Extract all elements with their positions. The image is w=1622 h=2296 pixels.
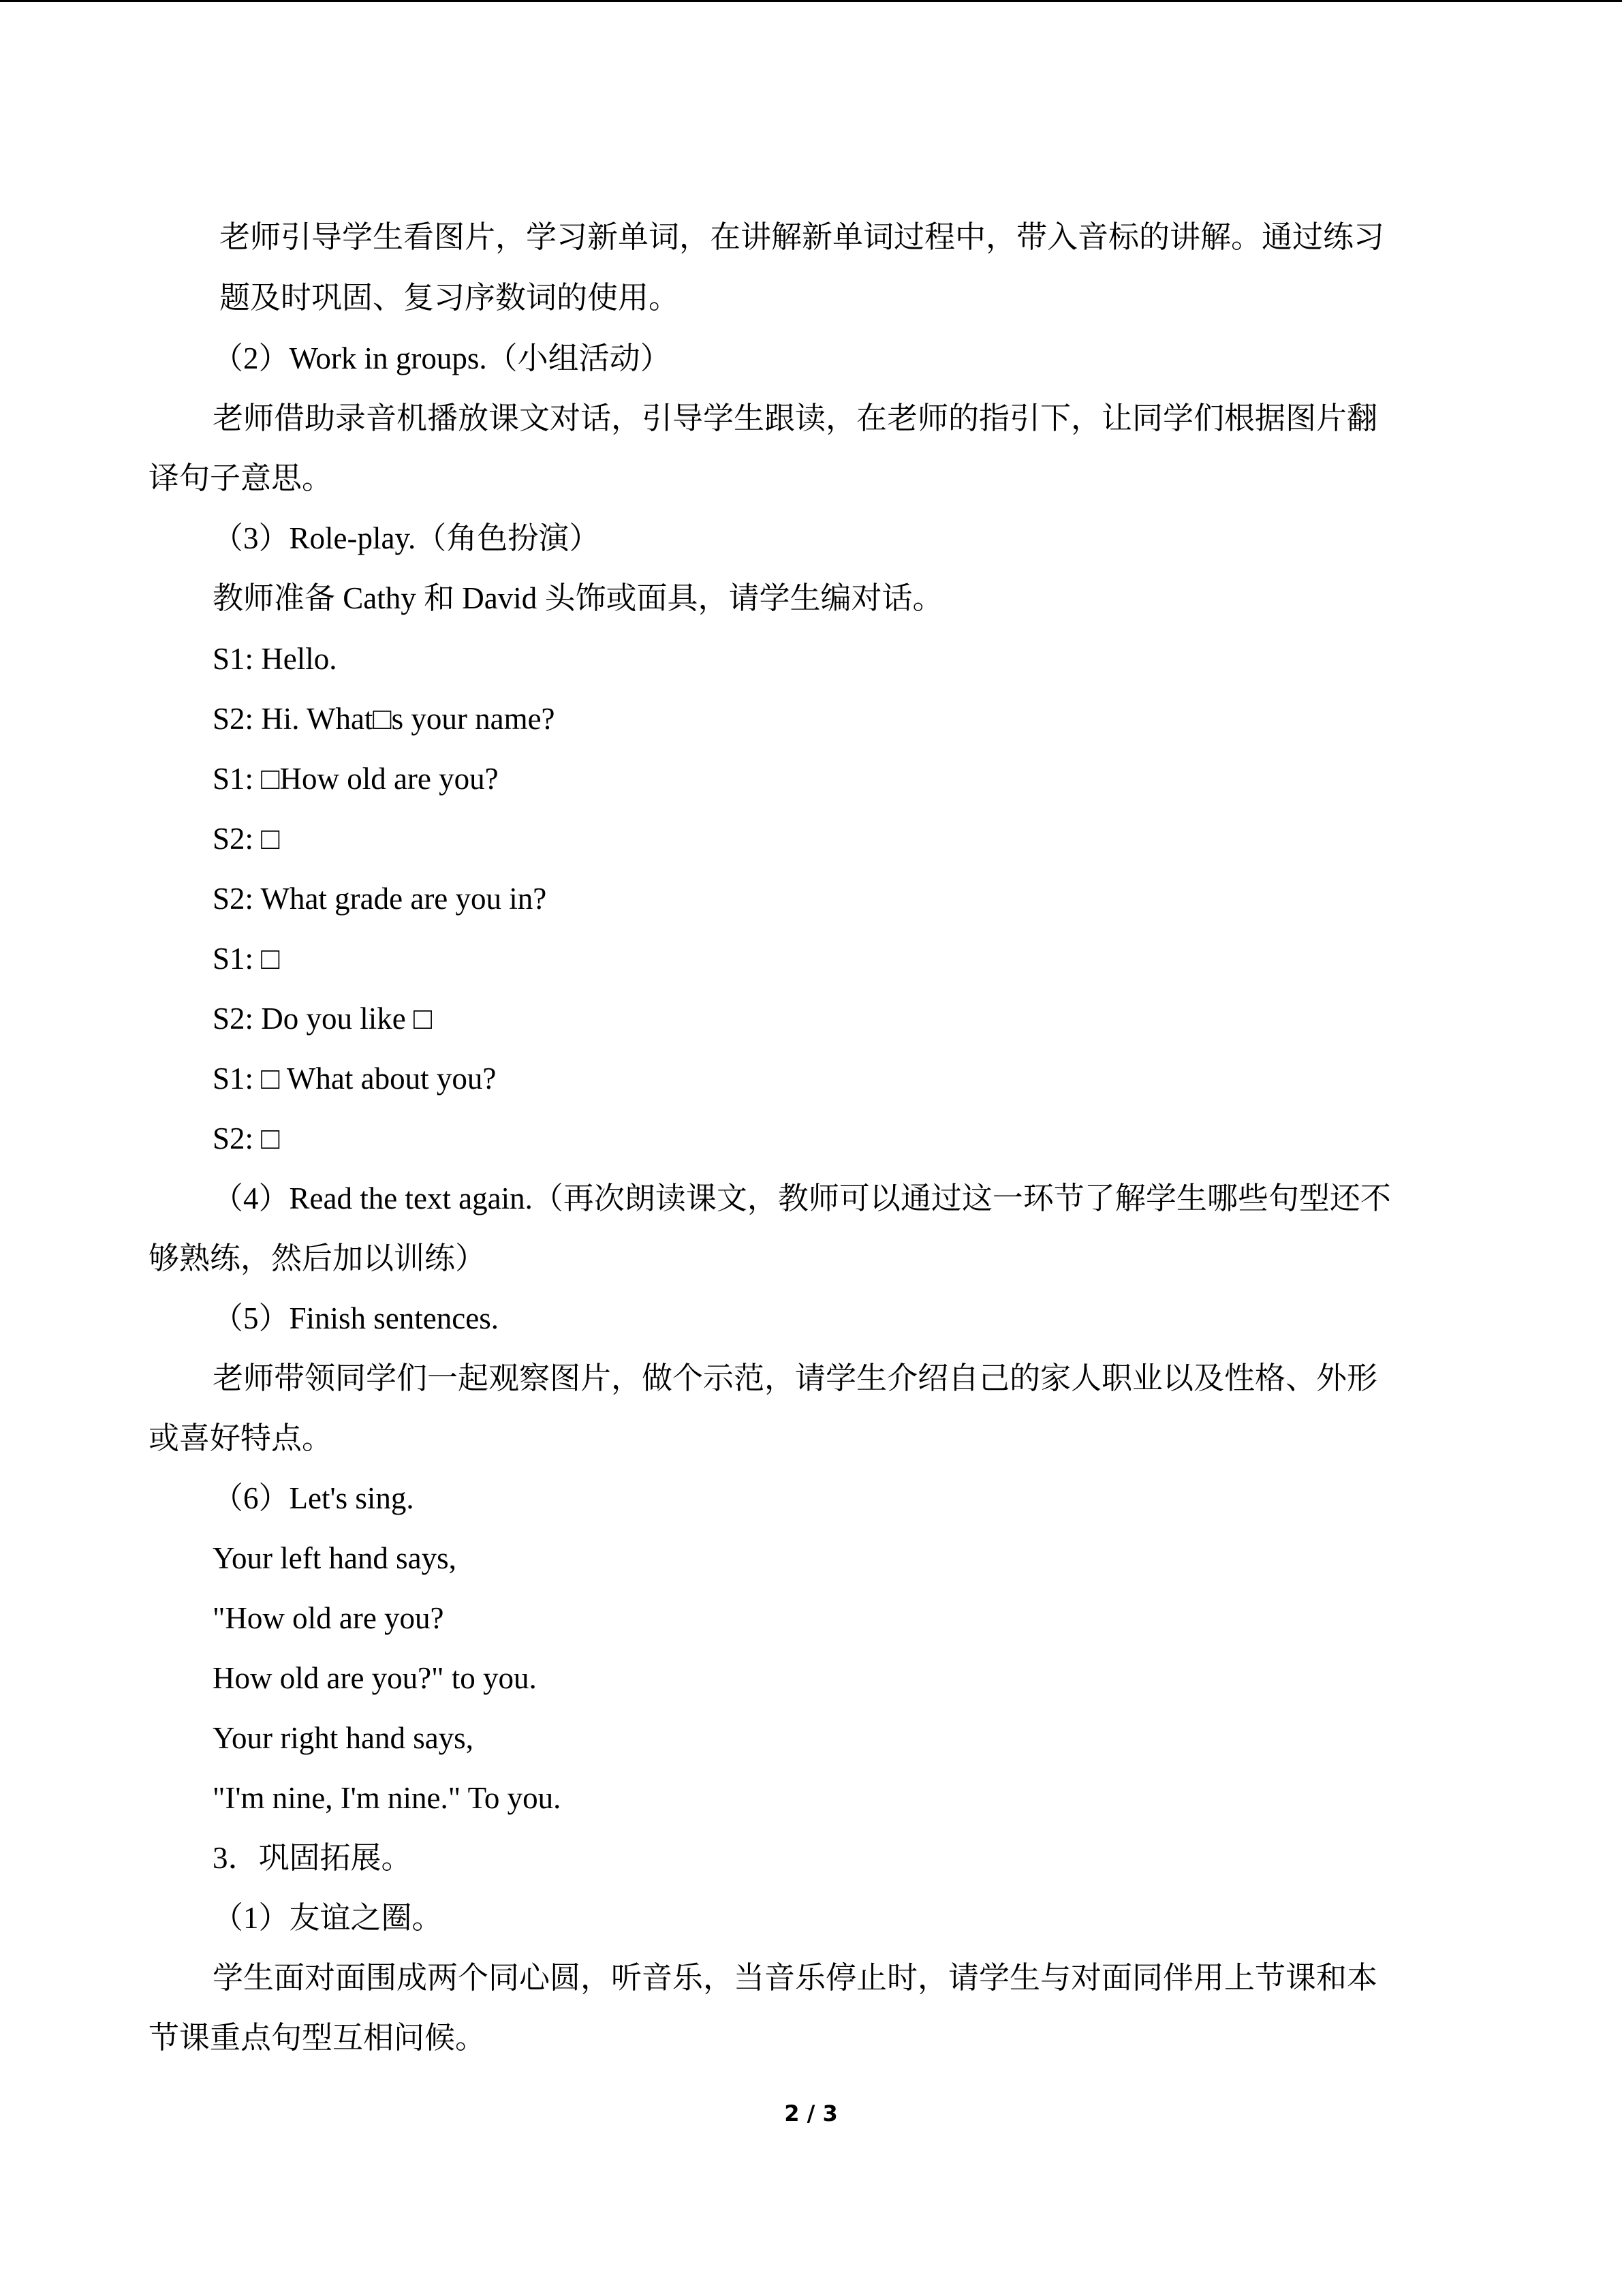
dialogue-line: S2: Do you like □	[213, 1002, 433, 1036]
paragraph-line: 老师带领同学们一起观察图片，做个示范，请学生介绍自己的家人职业以及性格、外形	[213, 1361, 1378, 1395]
dialogue-line: S1: □How old are you?	[213, 762, 499, 796]
song-line: "I'm nine, I'm nine." To you.	[213, 1781, 561, 1815]
dialogue-line: S2: □	[213, 822, 280, 856]
section-heading: （2）Work in groups.（小组活动）	[213, 341, 671, 375]
song-line: Your left hand says,	[213, 1541, 456, 1575]
paragraph-line: 教师准备 Cathy 和 David 头饰或面具，请学生编对话。	[213, 581, 943, 615]
song-line: Your right hand says,	[213, 1721, 473, 1755]
dialogue-line: S2: What grade are you in?	[213, 882, 547, 916]
page-number: 2 / 3	[784, 2100, 838, 2126]
dialogue-line: S2: Hi. What□s your name?	[213, 702, 555, 736]
song-line: "How old are you?	[213, 1601, 444, 1635]
dialogue-line: S1: □	[213, 942, 280, 976]
dialogue-line: S2: □	[213, 1121, 280, 1155]
dialogue-line: S1: □ What about you?	[213, 1061, 497, 1096]
dialogue-line: S1: Hello.	[213, 642, 337, 676]
section-heading: （1）友谊之圈。	[213, 1901, 443, 1935]
section-heading: 3．巩固拓展。	[213, 1841, 412, 1875]
paragraph-line: 或喜好特点。	[149, 1421, 333, 1455]
document-page	[0, 2, 1622, 2296]
song-line: How old are you?" to you.	[213, 1661, 537, 1695]
paragraph-line: 老师借助录音机播放课文对话，引导学生跟读，在老师的指引下，让同学们根据图片翻	[213, 401, 1378, 435]
paragraph-line: 学生面对面围成两个同心圆，听音乐，当音乐停止时，请学生与对面同伴用上节课和本	[213, 1961, 1378, 1995]
paragraph-line: 老师引导学生看图片，学习新单词，在讲解新单词过程中，带入音标的讲解。通过练习	[219, 220, 1385, 254]
section-heading: （3）Role-play.（角色扮演）	[213, 521, 600, 555]
paragraph-line: 题及时巩固、复习序数词的使用。	[219, 281, 680, 315]
section-heading: （5）Finish sentences.	[213, 1301, 499, 1335]
paragraph-line: 译句子意思。	[149, 461, 333, 495]
paragraph-line: 节课重点句型互相问候。	[149, 2021, 486, 2055]
section-heading: （6）Let's sing.	[213, 1481, 414, 1515]
paragraph-line: 够熟练，然后加以训练）	[149, 1241, 486, 1275]
section-heading: （4）Read the text again.（再次朗读课文，教师可以通过这一环节了解学生哪些句型还不	[213, 1181, 1391, 1215]
